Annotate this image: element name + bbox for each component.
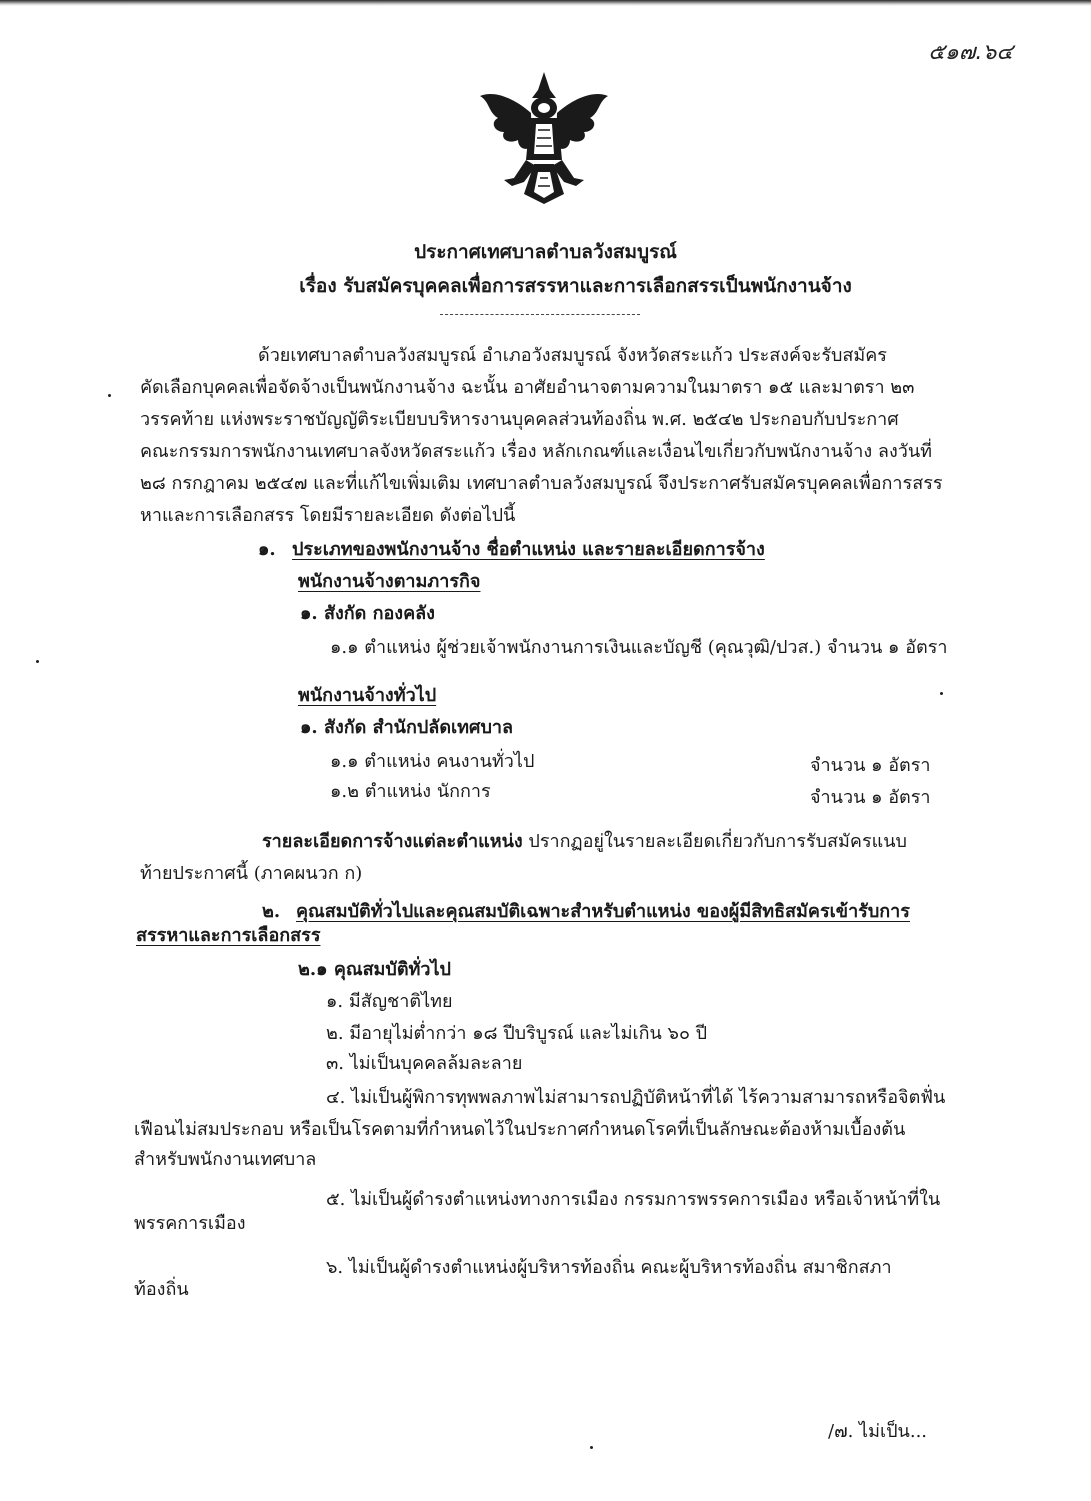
general-unit: ๑. สังกัด สำนักปลัดเทศบาล: [300, 717, 514, 738]
scan-speck: [36, 660, 39, 663]
section1-number: ๑.: [258, 539, 276, 560]
divider: [440, 314, 640, 315]
employment-details-line: [262, 830, 907, 854]
handwritten-page-number: ๕๑๗.๖๔: [928, 40, 1013, 65]
general-position-name: ๑.๒ ตำแหน่ง นักการ: [330, 781, 491, 802]
scan-edge: [0, 0, 1091, 6]
employment-details-line2: ท้ายประกาศนี้ (ภาคผนวก ก): [140, 863, 363, 884]
mission-position: ๑.๑ ตำแหน่ง ผู้ช่วยเจ้าพนักงานการเงินและบัญชี (คุณวุฒิ/ปวส.) จำนวน ๑ อัตรา: [330, 637, 948, 658]
general-employee-heading: พนักงานจ้างทั่วไป: [298, 685, 437, 706]
general-position-count: จำนวน ๑ อัตรา: [810, 755, 931, 776]
intro-line: วรรคท้าย แห่งพระราชบัญญัติระเบียบบริหารงานบุคคลส่วนท้องถิ่น พ.ศ. ๒๕๔๒ ประกอบกับประกาศ: [140, 409, 899, 430]
intro-line: คัดเลือกบุคคลเพื่อจัดจ้างเป็นพนักงานจ้าง ฉะนั้น อาศัยอำนาจตามความในมาตรา ๑๕ และมาตรา ๒๓: [140, 377, 915, 398]
general-qualifications-heading: ๒.๑ คุณสมบัติทั่วไป: [298, 959, 451, 980]
garuda-emblem-icon: [474, 68, 614, 208]
page-continuation: /๗. ไม่เป็น...: [828, 1421, 928, 1442]
qualification-item-5-cont: พรรคการเมือง: [134, 1213, 246, 1234]
announcement-subject: เรื่อง รับสมัครบุคคลเพื่อการสรรหาและการเลือกสรรเป็นพนักงานจ้าง: [299, 275, 852, 297]
qualification-item-6-cont: ท้องถิ่น: [134, 1279, 189, 1300]
qualification-item: ๑. มีสัญชาติไทย: [326, 991, 453, 1012]
section2-heading-line1: คุณสมบัติทั่วไปและคุณสมบัติเฉพาะสำหรับตำแหน่ง ของผู้มีสิทธิสมัครเข้ารับการ: [296, 901, 910, 922]
qualification-item-4-cont: เฟือนไม่สมประกอบ หรือเป็นโรคตามที่กำหนดไว้ในประกาศกำหนดโรคที่เป็นลักษณะต้องห้ามเบื้องต้น: [134, 1119, 906, 1140]
general-position-name: ๑.๑ ตำแหน่ง คนงานทั่วไป: [330, 751, 535, 772]
section1-heading: ประเภทของพนักงานจ้าง ชื่อตำแหน่ง และรายละเอียดการจ้าง: [292, 539, 765, 560]
scan-speck: [108, 394, 111, 397]
qualification-item-6: ๖. ไม่เป็นผู้ดำรงตำแหน่งผู้บริหารท้องถิ่น คณะผู้บริหารท้องถิ่น สมาชิกสภา: [326, 1257, 892, 1278]
intro-line: ด้วยเทศบาลตำบลวังสมบูรณ์ อำเภอวังสมบูรณ์ จังหวัดสระแก้ว ประสงค์จะรับสมัคร: [258, 345, 887, 366]
qualification-item-4-cont: สำหรับพนักงานเทศบาล: [134, 1149, 317, 1170]
general-position-count: จำนวน ๑ อัตรา: [810, 787, 931, 808]
mission-employee-heading: พนักงานจ้างตามภารกิจ: [298, 571, 481, 592]
section2-heading-line2: สรรหาและการเลือกสรร: [136, 925, 321, 946]
scan-speck: [590, 1446, 593, 1449]
intro-line: คณะกรรมการพนักงานเทศบาลจังหวัดสระแก้ว เรื่อง หลักเกณฑ์และเงื่อนไขเกี่ยวกับพนักงานจ้าง ลงวันที่: [140, 441, 933, 462]
qualification-item: ๓. ไม่เป็นบุคคลล้มละลาย: [326, 1053, 523, 1074]
qualification-item-4: ๔. ไม่เป็นผู้พิการทุพพลภาพไม่สามารถปฏิบัติหน้าที่ได้ ไร้ความสามารถหรือจิตฟั่น: [326, 1087, 946, 1108]
intro-line: ๒๘ กรกฎาคม ๒๕๔๗ และที่แก้ไขเพิ่มเติม เทศบาลตำบลวังสมบูรณ์ จึงประกาศรับสมัครบุคคลเพื่อการสรร: [140, 473, 943, 494]
intro-line: หาและการเลือกสรร โดยมีรายละเอียด ดังต่อไปนี้: [140, 505, 516, 526]
qualification-item-5: ๕. ไม่เป็นผู้ดำรงตำแหน่งทางการเมือง กรรมการพรรคการเมือง หรือเจ้าหน้าที่ใน: [326, 1189, 941, 1210]
section2-number: ๒.: [262, 901, 281, 922]
employment-details-bold: รายละเอียดการจ้างแต่ละตำแหน่ง: [262, 831, 523, 852]
mission-unit: ๑. สังกัด กองคลัง: [300, 603, 435, 624]
qualification-item: ๒. มีอายุไม่ต่ำกว่า ๑๘ ปีบริบูรณ์ และไม่เกิน ๖๐ ปี: [326, 1023, 708, 1044]
scan-speck: [940, 692, 943, 695]
announcement-title: ประกาศเทศบาลตำบลวังสมบูรณ์: [414, 241, 677, 263]
employment-details-rest: ปรากฏอยู่ในรายละเอียดเกี่ยวกับการรับสมัครแนบ: [522, 831, 907, 852]
